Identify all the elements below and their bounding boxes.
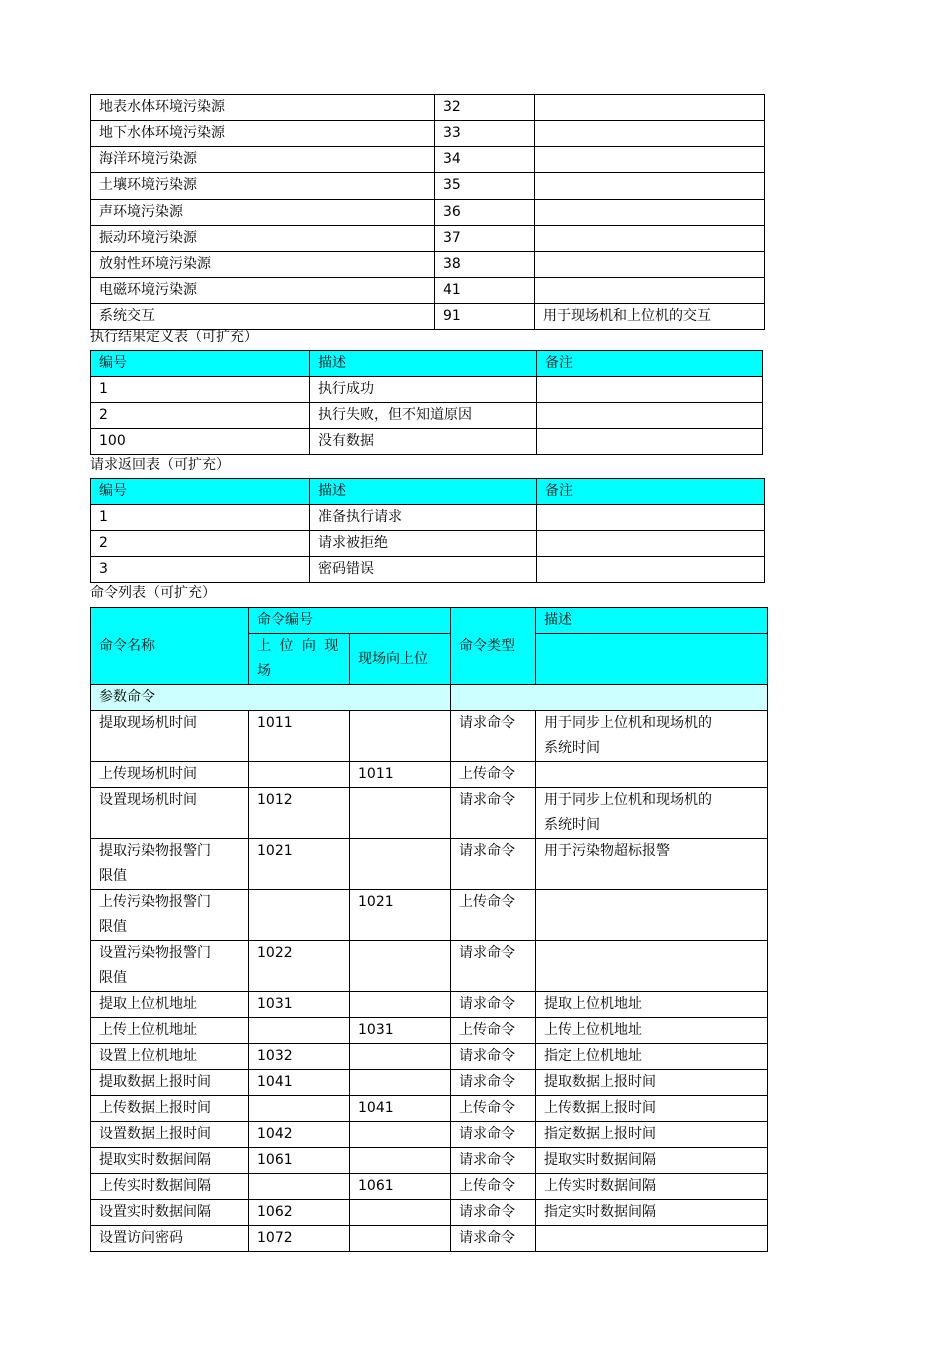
table-row bbox=[91, 762, 768, 788]
source-note: 用于现场机和上位机的交互 bbox=[535, 304, 765, 330]
header-description: 描述 bbox=[536, 608, 768, 634]
command-name bbox=[91, 711, 249, 762]
command-description-line: 系统时间 bbox=[544, 817, 600, 833]
command-code-up-to-site: 1072 bbox=[249, 1226, 350, 1252]
command-description-line: 用于污染物超标报警 bbox=[544, 843, 670, 859]
header-command-name: 命令名称 bbox=[91, 608, 249, 685]
command-name-line: 提取上位机地址 bbox=[99, 996, 197, 1012]
exec-result-table bbox=[90, 350, 763, 455]
header-desc: 描述 bbox=[310, 479, 537, 505]
command-description bbox=[536, 1122, 768, 1148]
table-row bbox=[91, 839, 768, 890]
row-id: 2 bbox=[91, 531, 310, 557]
source-name: 振动环境污染源 bbox=[91, 226, 435, 252]
command-description bbox=[536, 1226, 768, 1252]
command-name-line: 上传数据上报时间 bbox=[99, 1100, 211, 1116]
table-row bbox=[91, 992, 768, 1018]
command-code-up-to-site: 1012 bbox=[249, 788, 350, 839]
command-type: 上传命令 bbox=[451, 1018, 536, 1044]
table-row bbox=[91, 531, 765, 557]
row-id: 1 bbox=[91, 377, 310, 403]
command-code-site-to-up bbox=[350, 839, 451, 890]
row-note bbox=[537, 505, 765, 531]
command-name-line: 设置现场机时间 bbox=[99, 792, 197, 808]
table-row bbox=[91, 226, 765, 252]
table-row bbox=[91, 95, 765, 121]
header-command-code: 命令编号 bbox=[249, 608, 451, 634]
command-name-line: 提取现场机时间 bbox=[99, 715, 197, 731]
exec-result-caption: 执行结果定义表（可扩充） bbox=[90, 329, 258, 345]
request-return-table bbox=[90, 478, 765, 583]
command-name-line: 提取数据上报时间 bbox=[99, 1074, 211, 1090]
source-name: 声环境污染源 bbox=[91, 200, 435, 226]
command-name bbox=[91, 890, 249, 941]
command-type: 请求命令 bbox=[451, 1070, 536, 1096]
row-desc: 准备执行请求 bbox=[310, 505, 537, 531]
table-row bbox=[91, 1044, 768, 1070]
command-name bbox=[91, 941, 249, 992]
command-description-line: 提取实时数据间隔 bbox=[544, 1152, 656, 1168]
header-id: 编号 bbox=[91, 479, 310, 505]
command-description-line: 用于同步上位机和现场机的 bbox=[544, 715, 712, 731]
command-name bbox=[91, 1148, 249, 1174]
table-header-row bbox=[91, 479, 765, 505]
source-name: 海洋环境污染源 bbox=[91, 147, 435, 173]
command-name bbox=[91, 1174, 249, 1200]
command-description-line: 系统时间 bbox=[544, 740, 600, 756]
source-note bbox=[535, 200, 765, 226]
table-row bbox=[91, 1148, 768, 1174]
table-row bbox=[91, 788, 768, 839]
table-row bbox=[91, 147, 765, 173]
header-note: 备注 bbox=[537, 479, 765, 505]
table-row bbox=[91, 377, 763, 403]
command-name bbox=[91, 762, 249, 788]
command-code-site-to-up: 1061 bbox=[350, 1174, 451, 1200]
source-code-table bbox=[90, 94, 765, 330]
command-description bbox=[536, 1200, 768, 1226]
source-code: 34 bbox=[435, 147, 535, 173]
header-up-to-site-line1: 上 位 向 现 bbox=[257, 638, 341, 654]
table-row bbox=[91, 1096, 768, 1122]
command-type: 请求命令 bbox=[451, 941, 536, 992]
command-description bbox=[536, 941, 768, 992]
command-type: 请求命令 bbox=[451, 1122, 536, 1148]
command-description bbox=[536, 1018, 768, 1044]
command-code-site-to-up: 1011 bbox=[350, 762, 451, 788]
row-note bbox=[537, 429, 763, 455]
command-code-site-to-up bbox=[350, 1070, 451, 1096]
command-name-line: 设置污染物报警门 bbox=[99, 945, 211, 961]
command-name-line: 设置上位机地址 bbox=[99, 1048, 197, 1064]
command-code-site-to-up: 1041 bbox=[350, 1096, 451, 1122]
command-code-up-to-site bbox=[249, 1018, 350, 1044]
command-type: 请求命令 bbox=[451, 1226, 536, 1252]
header-description-blank bbox=[536, 634, 768, 685]
table-row bbox=[91, 173, 765, 200]
command-name-line: 提取实时数据间隔 bbox=[99, 1152, 211, 1168]
command-code-site-to-up bbox=[350, 711, 451, 762]
command-code-site-to-up bbox=[350, 941, 451, 992]
row-id: 2 bbox=[91, 403, 310, 429]
command-description bbox=[536, 992, 768, 1018]
command-code-site-to-up bbox=[350, 1148, 451, 1174]
command-description bbox=[536, 890, 768, 941]
command-name-line: 上传上位机地址 bbox=[99, 1022, 197, 1038]
row-desc: 没有数据 bbox=[310, 429, 537, 455]
command-name bbox=[91, 788, 249, 839]
command-type: 上传命令 bbox=[451, 762, 536, 788]
command-type: 请求命令 bbox=[451, 1200, 536, 1226]
command-description-line: 指定上位机地址 bbox=[544, 1048, 642, 1064]
table-row bbox=[91, 1200, 768, 1226]
table-row bbox=[91, 252, 765, 278]
command-name-line: 设置实时数据间隔 bbox=[99, 1204, 211, 1220]
row-id: 1 bbox=[91, 505, 310, 531]
command-name bbox=[91, 839, 249, 890]
source-note bbox=[535, 278, 765, 304]
command-description-line: 用于同步上位机和现场机的 bbox=[544, 792, 712, 808]
command-type: 请求命令 bbox=[451, 839, 536, 890]
table-row bbox=[91, 1018, 768, 1044]
command-name bbox=[91, 1200, 249, 1226]
table-row bbox=[91, 403, 763, 429]
command-name-line: 限值 bbox=[99, 868, 127, 884]
command-description bbox=[536, 1174, 768, 1200]
command-name-line: 提取污染物报警门 bbox=[99, 843, 211, 859]
command-name bbox=[91, 1070, 249, 1096]
command-code-up-to-site: 1022 bbox=[249, 941, 350, 992]
row-note bbox=[537, 403, 763, 429]
command-code-up-to-site: 1062 bbox=[249, 1200, 350, 1226]
table-row bbox=[91, 557, 765, 583]
row-desc: 请求被拒绝 bbox=[310, 531, 537, 557]
header-command-type: 命令类型 bbox=[451, 608, 536, 685]
source-code: 38 bbox=[435, 252, 535, 278]
table-header-row bbox=[91, 351, 763, 377]
row-desc: 密码错误 bbox=[310, 557, 537, 583]
command-description bbox=[536, 839, 768, 890]
command-description bbox=[536, 1096, 768, 1122]
command-description bbox=[536, 1044, 768, 1070]
command-name-line: 设置访问密码 bbox=[99, 1230, 183, 1246]
source-name: 系统交互 bbox=[91, 304, 435, 330]
command-code-site-to-up: 1031 bbox=[350, 1018, 451, 1044]
row-note bbox=[537, 557, 765, 583]
header-desc: 描述 bbox=[310, 351, 537, 377]
row-desc: 执行失败，但不知道原因 bbox=[310, 403, 537, 429]
command-type: 请求命令 bbox=[451, 711, 536, 762]
command-description-line: 指定数据上报时间 bbox=[544, 1126, 656, 1142]
row-id: 3 bbox=[91, 557, 310, 583]
source-code: 35 bbox=[435, 173, 535, 200]
table-row bbox=[91, 304, 765, 330]
command-name bbox=[91, 1096, 249, 1122]
source-code: 37 bbox=[435, 226, 535, 252]
command-code-up-to-site: 1021 bbox=[249, 839, 350, 890]
table-row bbox=[91, 1174, 768, 1200]
table-row bbox=[91, 890, 768, 941]
table-row bbox=[91, 505, 765, 531]
command-name-line: 限值 bbox=[99, 919, 127, 935]
command-type: 请求命令 bbox=[451, 788, 536, 839]
header-id: 编号 bbox=[91, 351, 310, 377]
command-description-line: 上传数据上报时间 bbox=[544, 1100, 656, 1116]
source-name: 土壤环境污染源 bbox=[91, 173, 435, 200]
command-description-line: 提取上位机地址 bbox=[544, 996, 642, 1012]
command-description-line: 指定实时数据间隔 bbox=[544, 1204, 656, 1220]
source-note bbox=[535, 173, 765, 200]
table-row bbox=[91, 1226, 768, 1252]
command-type: 请求命令 bbox=[451, 1044, 536, 1070]
source-note bbox=[535, 147, 765, 173]
table-row bbox=[91, 1070, 768, 1096]
command-name bbox=[91, 1044, 249, 1070]
command-description bbox=[536, 788, 768, 839]
source-note bbox=[535, 226, 765, 252]
source-code: 33 bbox=[435, 121, 535, 147]
header-note: 备注 bbox=[537, 351, 763, 377]
source-note bbox=[535, 121, 765, 147]
command-code-site-to-up bbox=[350, 788, 451, 839]
command-code-site-to-up bbox=[350, 992, 451, 1018]
row-id: 100 bbox=[91, 429, 310, 455]
request-return-caption: 请求返回表（可扩充） bbox=[90, 457, 230, 473]
command-code-up-to-site: 1041 bbox=[249, 1070, 350, 1096]
section-row bbox=[91, 685, 768, 711]
command-type: 上传命令 bbox=[451, 1096, 536, 1122]
source-note bbox=[535, 95, 765, 121]
command-code-site-to-up bbox=[350, 1200, 451, 1226]
section-blank bbox=[451, 685, 768, 711]
command-description bbox=[536, 1148, 768, 1174]
command-header-row-1 bbox=[91, 608, 768, 634]
source-name: 地表水体环境污染源 bbox=[91, 95, 435, 121]
table-row bbox=[91, 200, 765, 226]
command-description bbox=[536, 711, 768, 762]
command-type: 请求命令 bbox=[451, 992, 536, 1018]
table-row bbox=[91, 711, 768, 762]
command-list-caption: 命令列表（可扩充） bbox=[90, 585, 216, 601]
section-label: 参数命令 bbox=[91, 685, 451, 711]
command-name-line: 上传现场机时间 bbox=[99, 766, 197, 782]
row-note bbox=[537, 377, 763, 403]
header-up-to-site-line2: 场 bbox=[257, 663, 273, 679]
command-code-site-to-up bbox=[350, 1226, 451, 1252]
command-code-up-to-site bbox=[249, 762, 350, 788]
table-row bbox=[91, 278, 765, 304]
header-up-to-site bbox=[249, 634, 350, 685]
command-code-site-to-up: 1021 bbox=[350, 890, 451, 941]
table-row bbox=[91, 1122, 768, 1148]
command-code-up-to-site: 1061 bbox=[249, 1148, 350, 1174]
command-code-up-to-site bbox=[249, 1096, 350, 1122]
command-description-line: 上传实时数据间隔 bbox=[544, 1178, 656, 1194]
command-description-line: 提取数据上报时间 bbox=[544, 1074, 656, 1090]
row-note bbox=[537, 531, 765, 557]
command-description bbox=[536, 1070, 768, 1096]
command-code-up-to-site: 1032 bbox=[249, 1044, 350, 1070]
command-description-line: 上传上位机地址 bbox=[544, 1022, 642, 1038]
header-site-to-up: 现场向上位 bbox=[350, 634, 451, 685]
command-name bbox=[91, 992, 249, 1018]
command-type: 上传命令 bbox=[451, 1174, 536, 1200]
command-name-line: 上传污染物报警门 bbox=[99, 894, 211, 910]
command-list-table bbox=[90, 607, 768, 1252]
command-code-up-to-site: 1031 bbox=[249, 992, 350, 1018]
table-row bbox=[91, 429, 763, 455]
source-note bbox=[535, 252, 765, 278]
source-name: 放射性环境污染源 bbox=[91, 252, 435, 278]
source-code: 36 bbox=[435, 200, 535, 226]
table-row bbox=[91, 121, 765, 147]
command-name-line: 上传实时数据间隔 bbox=[99, 1178, 211, 1194]
table-row bbox=[91, 941, 768, 992]
command-name bbox=[91, 1018, 249, 1044]
command-name-line: 设置数据上报时间 bbox=[99, 1126, 211, 1142]
row-desc: 执行成功 bbox=[310, 377, 537, 403]
command-type: 上传命令 bbox=[451, 890, 536, 941]
command-code-site-to-up bbox=[350, 1122, 451, 1148]
command-code-site-to-up bbox=[350, 1044, 451, 1070]
source-name: 电磁环境污染源 bbox=[91, 278, 435, 304]
command-name bbox=[91, 1226, 249, 1252]
command-code-up-to-site bbox=[249, 1174, 350, 1200]
command-code-up-to-site: 1011 bbox=[249, 711, 350, 762]
source-name: 地下水体环境污染源 bbox=[91, 121, 435, 147]
source-code: 41 bbox=[435, 278, 535, 304]
command-code-up-to-site: 1042 bbox=[249, 1122, 350, 1148]
source-code: 32 bbox=[435, 95, 535, 121]
command-name-line: 限值 bbox=[99, 970, 127, 986]
command-description bbox=[536, 762, 768, 788]
source-code: 91 bbox=[435, 304, 535, 330]
command-name bbox=[91, 1122, 249, 1148]
command-type: 请求命令 bbox=[451, 1148, 536, 1174]
command-code-up-to-site bbox=[249, 890, 350, 941]
